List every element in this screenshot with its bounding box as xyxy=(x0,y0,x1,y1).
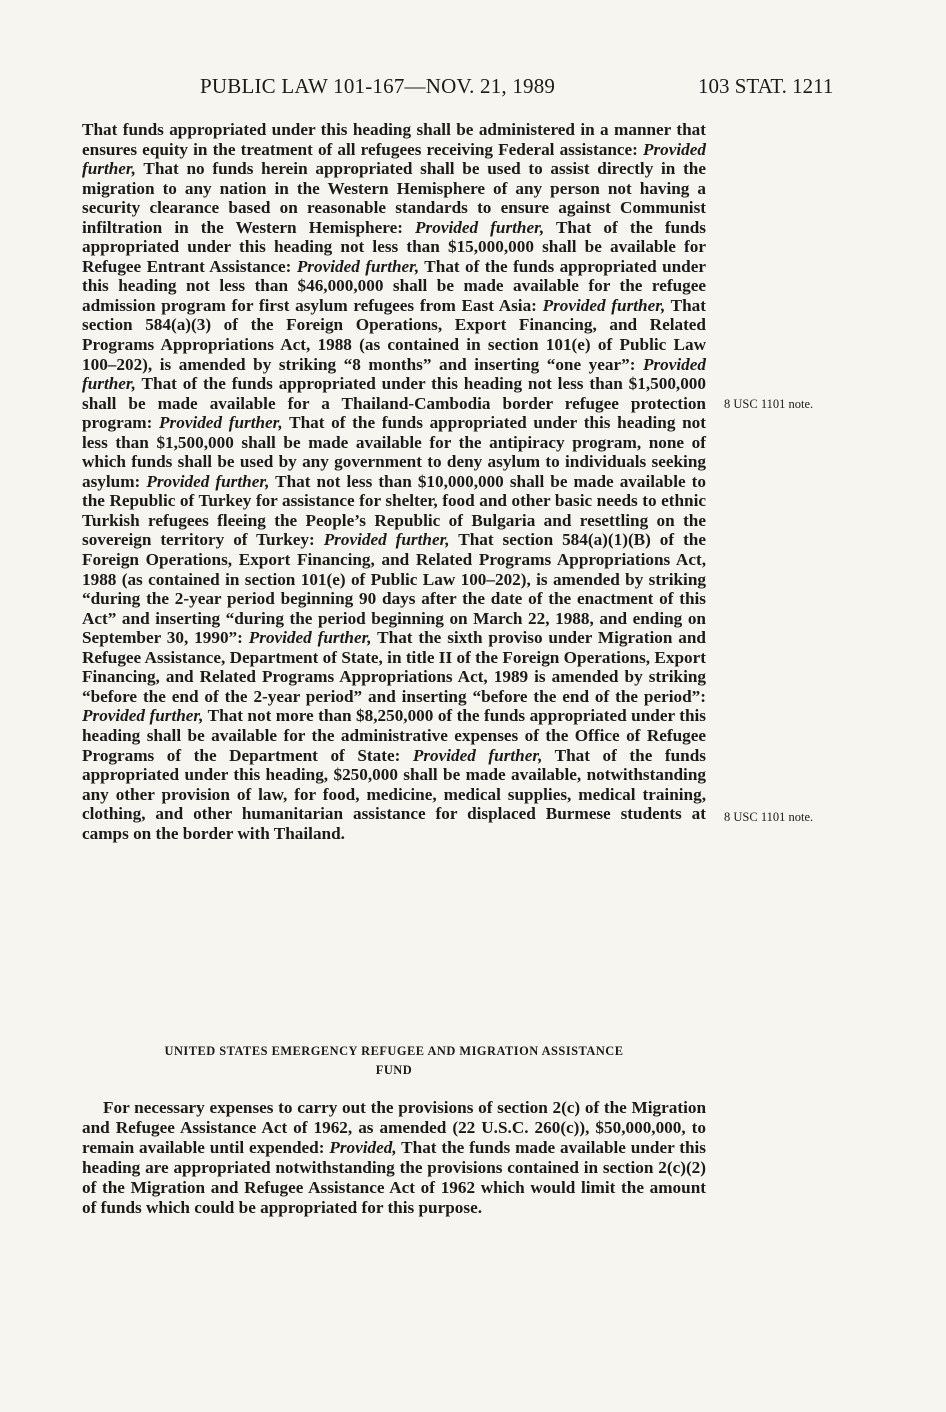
text-segment: That of the funds appropriated under this heading not less than $1,500,000 shall be made available for a Thailand-Cambodia border refugee protection program: xyxy=(82,374,706,433)
proviso-phrase: Provided further, xyxy=(82,354,706,394)
main-paragraph xyxy=(82,120,706,843)
text-segment: That not less than $10,000,000 shall be made available to the Republic of Turkey for assistance for shelter, food and other basic needs to ethnic Turkish refugees fleeing the People’s Republic of Bulgaria and resettling on the sovereign territory of Turkey: xyxy=(82,471,706,550)
running-head: PUBLIC LAW 101-167—NOV. 21, 1989 xyxy=(200,74,556,98)
emergency-fund-text xyxy=(82,1098,706,1218)
proviso-phrase: Provided, xyxy=(329,1138,397,1157)
text-segment: That section 584(a)(1)(B) of the Foreign Operations, Export Financing, and Related Programs Appropriations Act, 1988 (as contained in section 101(e) of Public Law 100–202), is amended by striking “during the 2-year period beginning 90 days after the date of the enactment of this Act” and inserting “during the period beginning on March 22, 1988, and ending on September 30, 1990”: xyxy=(82,530,706,648)
text-segment: That of the funds appropriated under this heading, $250,000 shall be made available, notwithstanding any other provision of law, for food, medicine, medical supplies, medical training, clothing, and other humanitarian assistance for displaced Burmese students at camps on the border with Thailand. xyxy=(82,745,706,843)
proviso-phrase: Provided further, xyxy=(542,295,666,315)
text-segment: That of the funds appropriated under this heading not less than $15,000,000 shall be available for Refugee Entrant Assistance: xyxy=(82,217,706,276)
appropriation-text xyxy=(82,120,706,843)
proviso-phrase: Provided further, xyxy=(296,256,420,276)
emergency-fund-paragraph xyxy=(82,1098,706,1218)
text-segment: That of the funds appropriated under this heading not less than $1,500,000 shall be made available for the antipiracy program, none of which funds shall be used by any government to deny asylum to individuals seeking asylum: xyxy=(82,413,706,491)
proviso-phrase: Provided further, xyxy=(146,471,270,491)
section-heading xyxy=(82,1042,706,1080)
text-segment: That section 584(a)(3) of the Foreign Operations, Export Financing, and Related Programs Appropriations Act, 1988 (as contained in section 101(e) of Public Law 100–202), is amended by striking “8 months” and inserting “one year”: xyxy=(82,295,706,374)
text-segment: That the sixth proviso under Migration and Refugee Assistance, Department of State, in title II of the Foreign Operations, Export Financing, and Related Programs Appropriations Act, 1989 is amended by striking “before the end of the 2-year period” and inserting “before the end of the period”: xyxy=(82,628,706,706)
text-segment: For necessary expenses to carry out the provisions of section 2(c) of the Migration and Refugee Assistance Act of 1962, as amended (22 U.S.C. 260(c)), $50,000,000, to remain available until expended: xyxy=(82,1098,706,1157)
proviso-phrase: Provided further, xyxy=(82,706,204,726)
section-heading-line-2: FUND xyxy=(375,1063,413,1077)
stat-citation: 103 STAT. 1211 xyxy=(698,74,834,98)
text-segment: That not more than $8,250,000 of the funds appropriated under this heading shall be available for the administrative expenses of the Office of Refugee Programs of the Department of State: xyxy=(82,706,706,765)
margin-note-usc-2: 8 USC 1101 note. xyxy=(724,810,814,824)
margin-note-usc-1: 8 USC 1101 note. xyxy=(724,397,814,411)
proviso-phrase: Provided further, xyxy=(412,745,543,765)
proviso-phrase: Provided further, xyxy=(323,530,450,550)
text-segment: That the funds made available under this heading are appropriated notwithstanding the provisions contained in section 2(c)(2) of the Migration and Refugee Assistance Act of 1962 which would limit the amount of funds which could be appropriated for this purpose. xyxy=(82,1138,706,1217)
text-segment: That funds appropriated under this heading shall be administered in a manner that ensures equity in the treatment of all refugees receiving Federal assistance: xyxy=(82,120,706,159)
text-segment: That of the funds appropriated under this heading not less than $46,000,000 shall be made available for the refugee admission program for first asylum refugees from East Asia: xyxy=(82,256,707,315)
section-heading-line-1: UNITED STATES EMERGENCY REFUGEE AND MIGRATION ASSISTANCE xyxy=(164,1044,624,1058)
proviso-phrase: Provided further, xyxy=(82,139,706,179)
proviso-phrase: Provided further, xyxy=(248,628,372,648)
text-segment: That no funds herein appropriated shall be used to assist directly in the migration to any nation in the Western Hemisphere of any person not having a security clearance based on reasonable standards to ensure against Communist infiltration in the Western Hemisphere: xyxy=(82,159,706,237)
proviso-phrase: Provided further, xyxy=(415,217,545,237)
proviso-phrase: Provided further, xyxy=(159,413,283,433)
